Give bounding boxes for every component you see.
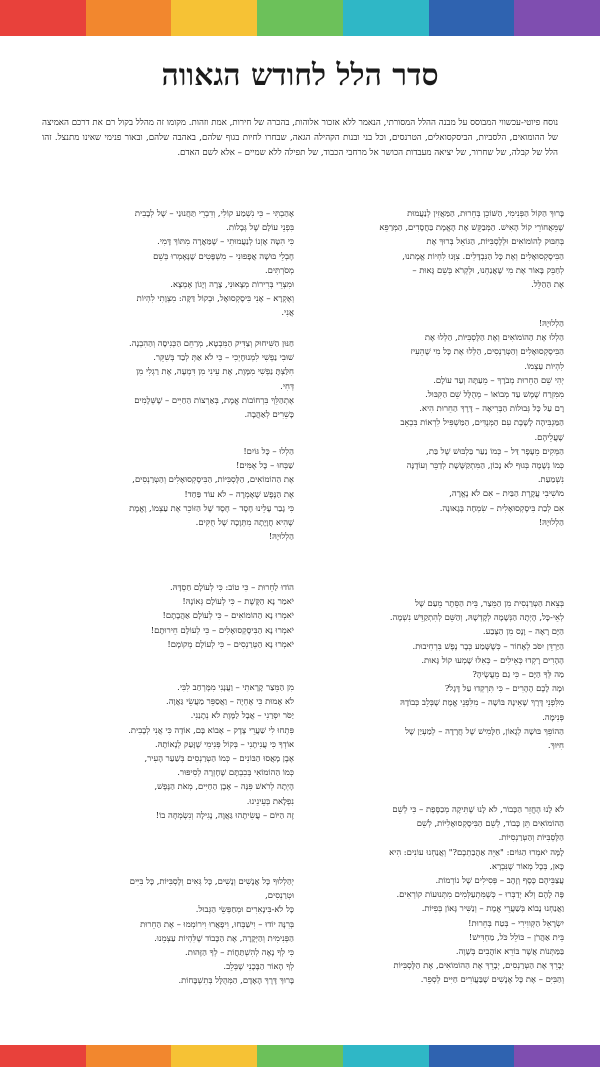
stanza xyxy=(318,206,564,291)
stanza-line: הַלְלוּיָהּ! xyxy=(268,531,294,542)
stripe-segment xyxy=(257,1045,343,1067)
stripe-segment xyxy=(0,1045,86,1067)
stanza-line: וְהַבִּיִּם – אֶת כָּל אֶנָשִׁים שֶׁבַּעֲוֹרִים חַיִּים לְסְפֵר. xyxy=(420,974,564,985)
stanza-line: הַבִּיסֶקְסוּאָלִים וְהַטְּרַנְסִים, הַלְלוּ אֶת כָּל מִי שֶׁהֵעִיז xyxy=(410,346,564,357)
stanza-line: חַנּוּן הַשִּׁיחוּק וְצַדִּיק הַמִּבְטָא, מְרַחֵם הַכְּנִיסָה וְהַהִבְנָה. xyxy=(129,338,294,348)
stripe-segment xyxy=(429,0,515,36)
stanza-line: לְךָ הָאוֹר הַבֶּכֶנִי שֶׁבְּלֵב. xyxy=(223,961,294,972)
stanza-line: יֹאמְרוּ נָא הַהוֹמוֹאִים – כִּי לְעוֹלָם אַהֲבָתָם! xyxy=(162,610,294,621)
stanza-line: הַלְלוּ אֶת הַהוֹמוֹאִים וְאֶת הַלֶּסְבִּיּוֹת, הַלְלוּ אֶת xyxy=(424,332,564,343)
stanza-line: כְּמוֹ הַהוֹמוֹאִי בְּכִבְתָּם שֶׁחָזְרָה לְסִיפּוּר. xyxy=(177,767,294,778)
stanza-line: פְּנִימָה. xyxy=(542,711,564,722)
stanza-line: יְהַלְלוּךָ כָּל אֲנָשִׁים וְנָשִׁים, כָּל גְּאִים וְלֶסְבִּיּוֹת, כָּל בִּיִּים xyxy=(129,876,294,886)
top-rainbow-stripe xyxy=(0,0,600,36)
stanza-line: וּמָה לָכֶם הֶהָרִים – כִּי תִּרְקְדוּ עַל דָּגָל? xyxy=(444,683,564,694)
stanza-line: כִּי גָבַר עָלֵינוּ חֶסֶד – חֶסֶד שֶׁל הַזּוֹכֵר אֶת עַצְמוֹ, וֶאֱמֶת xyxy=(129,502,294,513)
stanza-line: נִפְלָאת בְּעֵינֵינוּ. xyxy=(246,795,294,806)
stanza-line: יְהִי שֵׁם הַחֵרוּת מְבֹרָךְ – מֵעַתָּה וְעַד עוֹלָם. xyxy=(433,374,564,385)
stanza-line: דְּחִי. xyxy=(280,380,294,391)
stanza-line: הַלְלוּיָהּ! xyxy=(538,516,564,527)
stanza-line: לֹא לָנוּ הֶחֱזֵר הַכָּבוֹר, לֹא לָנוּ שֶׁתִּיקָה מְכַסֶּפֶת – כִּי לְשֵׁם xyxy=(392,804,564,814)
stanza-line: מִן הַמֵּצַר קָרָאתִי – וַעֲנָנִי מִמֶּרְחַב לִבִּי. xyxy=(177,682,294,692)
stanza-line: מְסֹרְתִּים. xyxy=(264,264,294,275)
stanza-line: שֶׁמֵּאֲחוֹרֵי קוֹל הָאִישׁ. הַמְּבַקֵּשׁ אֶת הָאֱמֶת בַּחֲסָדִים, הַמְּרַפֵּא xyxy=(379,222,564,233)
stanza-line: הַהוֹפֵךְ בּוּשָׁה לְגָאוֹן, חַלָּמִישׁ שֶׁל חֲרָדָה – לְמַעְיַן שֶׁל xyxy=(405,725,564,736)
stripe-segment xyxy=(171,0,257,36)
stanza-line: בֵּית אַהֲרֹן – כּוֹלֵל כֹּל, מַחְדִּישׁ! xyxy=(468,931,564,942)
stanza-line: בְּרִנָּה יוֹדוּ – וִישַׁבְּחוּ, וִיפָאֲרוּ וִירוֹמְמוּ – אֶת הַחֵרוּת xyxy=(140,918,294,929)
stanza-line: כְּמוֹ נְשָׁמָה בְּגוּף לֹא נָכוֹן, הַמִּתְקַשֶּׁשֶׁת לְדַבֵּר וְעוֹדֶנָּה xyxy=(406,460,564,471)
stanza-line: כִּי לְךָ נָאֶה לְהִשְׁתַּחֲוֹת – לְךָ הַזֶּהוּת. xyxy=(185,947,294,958)
stanza xyxy=(318,316,564,529)
stanza-line: פִּתְחוּ לִי שַׁעֲרֵי צֶדֶק – אָבוֹא בָּם, אוֹדֶה כִּי אֲנִי לְבָבִית. xyxy=(128,724,294,735)
stanza-line: יֹאמַר נָא הַקֶּשֶׁת – כִּי לְעוֹלָם גְּאוֹנָהּ! xyxy=(182,596,294,607)
page-title: סדר הלל לחודש הגאווה xyxy=(161,58,439,93)
stripe-segment xyxy=(429,1045,515,1067)
stanza-line: אֲנִי. xyxy=(281,307,294,318)
stanza-line: הַלְלוּיָהּ! xyxy=(538,318,564,328)
stanza-line: רָם עַל כָּל גְּבוּלוֹת הַבְּרִיאָה – דֶּרֶךְ הַחֵרוּת הִיא. xyxy=(419,403,564,414)
stanza-line: אֶת הַהוֹמוֹאִים, הַלֶּסְבִּיּוֹת, הַבִּיסֶקְסוּאָלִים וְהַטְּרַנְסִים, xyxy=(132,474,294,485)
stanza-line: אֶת הַנֶּפֶשׁ שֶׁאָמְרָה – לֹא עוֹד פַּחַד! xyxy=(184,488,294,499)
stanza xyxy=(36,874,294,988)
stanza-line: זֶה הַיּוֹם – עֲשִׂיתָהוּ גַּאֲוָה, נָגִילָה וְנִשְׂמְחָה בוֹ! xyxy=(155,809,294,820)
stanza-line: וְאֶקְרָא – אָנִי בִּיסֶקְסוּאָל, וּבְקוֹל דַּקָּה: מִצְוָתִי לִהְיוֹת xyxy=(136,293,294,304)
stripe-segment xyxy=(514,1045,600,1067)
stanza xyxy=(36,206,294,320)
stanza-line: הַלְלוּ – כָּל גּוֹיִם! xyxy=(243,446,294,456)
stanza-line: הוֹדוּ לַחֵרוּת – כִּי טוֹב: כִּי לְעוֹלָם חַסְדָּהּ. xyxy=(169,582,294,592)
stanza-line: הַפְּנִימִית וְהַיְּקָרָה, אֶת הַכָּבוֹד שֶׁלִּהְיוֹת עַצְמֵנוּ. xyxy=(154,932,294,943)
stripe-segment xyxy=(257,0,343,36)
stanza-line: הַהוֹמוֹאִים תֵּן כָּבוֹד, לְשֵׁם הַבִּיסֶקְסוּאָלִיּוֹת, לְשֵׁם xyxy=(416,818,564,829)
stanza-line: חִיּוּךְ. xyxy=(547,740,564,751)
stanza-line: אֶת הַהַלֵּל. xyxy=(531,279,564,290)
stanza-line: כָּאן, בְּכָל מְאוֹר שֶׁנִּבְרָא. xyxy=(489,860,564,871)
stanza-line: וּמִצְרֵי בְּרִירוֹת מְצָאוּנִי, צָרָה וְיָגוֹן אֶמְצָא. xyxy=(170,279,294,290)
stanza-line: לִהְיוֹת עַצְמוֹ. xyxy=(524,360,564,371)
stanza xyxy=(36,680,294,822)
stanza-line: שׁוּבִי נַפְשִׁי לִמְנוּחָיְכִי – כִּי לֹא אַתְּ לְבַד בְּשִׁקֵּר. xyxy=(153,352,294,363)
stanza-line: שֶׁהִיא חֲוָיָתָה מִתְּוָכָה שֶׁל חֻקִּים. xyxy=(195,517,294,528)
stanza-line: שֶׁעֲלֵיהֶם. xyxy=(534,431,564,442)
stanza-line: יִשְׂרָאֵל הַקְּווִירִי – בְּטַח בְּחֵרוּת! xyxy=(468,917,564,928)
stanza-line: וּטְרַנְסִים, xyxy=(265,890,294,901)
stanza-line: לֹא אָמוּת כִּי אֶחְיֶה – וַאֲסַפֵּר מַעֲשֵׂי גַּאֲוָה. xyxy=(166,696,294,707)
stanza-line: לְחַבֵּק בָּאוֹר אֶת מִי שֶׁאֲנַחְנוּ, וּלְקְרֹא בְּשֵׁם גָּאוּת – xyxy=(412,264,564,275)
stanza-line: אוֹדְךָ כִּי עֲנִיתָנִי – בְּקוֹל פְּנִימִי שֶׁזָּעַק לְנָאוֹתָהּ. xyxy=(154,738,294,749)
stanza-line: לְאֵי-כָּל, הָיְתָה הַנְּשָׁמָה לְקָדְשָׁהּ, וְהַשֵּׁם לְהִתְקַדֵּשׁ נִשְׁמָה. xyxy=(389,612,564,623)
stripe-segment xyxy=(171,1045,257,1067)
stanza-line: מִלִּפְנֵי דֶּרֶךְ שֶׁאֵינָהּ בּוֹשָׁה – מִלִּפְנֵי אֱמֶת שֶׁבְּלֵב כְּבוֹדָהּ xyxy=(400,697,564,708)
bottom-rainbow-stripe xyxy=(0,1045,600,1067)
stanza-line: יְבָרֵךְ אֶת הַטְּרַנְסִים, יְבָרֵךְ אֶת הַהוֹמוֹאִים, אֶת הַלֶּסְבִּיּוֹת xyxy=(393,960,564,971)
stanza-line: בַּמַּתְּנוֹת אֲשֶׁר בּוֹרֵא אוֹהֲבִים בְּשָׁוֶה. xyxy=(455,946,564,957)
stanza-line: הַלֶּסְבִּיּוֹת וְהַטְּרַנְסִיּוֹת. xyxy=(498,832,564,843)
stanza-line: הֶהָרִים רָקְדוּ כְּאֵילִים – כְּאִלּוּ שָׁמְעוּ קוֹל גָּאוּת. xyxy=(421,654,564,665)
stanza-line: הַבִּיסֶקְסוּאָלִים וְאֶת כָּל הַנִּבְדָּלִים. צִוָּנוּ לִחְיוֹת אֱמֶתנוּ, xyxy=(402,250,564,261)
stanza-line: כִּי הִטָּה אָזְנוֹ לְנַעֲמוּתִי – שֶׁמַּאֲרָה מִתּוֹךְ דָּמִי. xyxy=(157,236,294,247)
stanza-line: הָיְתָה לְרֹאשׁ פִּנָּה – אֶבֶן הַחַיִּים, מְאֹת הַנֶּפֶשׁ, xyxy=(154,781,294,792)
stanza-line: מַה לְּךָ הַיָּם – כִּי גַם מֵעֲשֶׂיהָ? xyxy=(472,669,564,680)
stanza-line: יֹאמְרוּ נָא הַבִּיסֶקְסוּאָלִים – כִּי לְעוֹלָם חֵירוּתָם! xyxy=(150,624,294,635)
stripe-segment xyxy=(86,1045,172,1067)
stanza-line: יֹאמְרוּ נָא הַטְּרַנְסִים – כִּי לְעוֹלָם מְקוֹמָם! xyxy=(167,638,294,649)
intro-paragraph: נוסח פיוטי-עכשווי המבוסס על מבנה ההלל המסורתי, הנאמר ללא אזכור אלוהות, בהכרה של חירות, אמת וזהות. מקומו זה מהלל בקול רם את דרכם האמיצה של ההומואים, הלסביות, הביסקסואלים, הטרנסים, וכל בני ובנות הקהילה הגאה, שבחרו לחיות בגוף שלהם, באהבה שלהם, ובאור פנימי שאינו מתנצל. זהו הלל של קבלה, של שחרור, של יציאה מעבדות הכושר אל מרחבי הכבוד, של תפילה ללא שמיים – אלא לשם האדם. xyxy=(42,118,558,158)
stripe-segment xyxy=(343,0,429,36)
stanza-line: אֶתְהַלֵּךְ בִּרְחוֹבוֹת אֱמֶת, בְּאַרְצוֹת הַחַיִּים – שֶׁשְּׁלָמִים xyxy=(134,394,294,405)
stripe-segment xyxy=(86,0,172,36)
stanza-line: אִם לְבַת בִּיסֶקְסוּאָלִית – שִׂמְחָה בְּגָאוּנָה. xyxy=(439,502,564,513)
stanza-line: הַמְּקִים מֵעָפָר דַּל – כְּמוֹ נַעַר בַּלְבּוּשׁ שֶׁל בַּת, xyxy=(426,445,564,456)
stanza xyxy=(36,336,294,421)
stanza-line: כָּשֵׁרִים לְאַהֲבָה. xyxy=(244,409,294,420)
stanza-line: אֶבֶן מָאֲסוּ הַבּוֹנִים – כְּמוֹ הַטְּרַנְסִים בְּשַׁעַר הָעִיר, xyxy=(144,753,294,764)
stanza xyxy=(318,596,564,752)
stripe-segment xyxy=(514,0,600,36)
stanza-line: בְּחִבּוּק לְהוֹמוֹאִים וּלְלֶסְבִּיּוֹת, הַגּוֹאֵל בְּרוּךְ אֶת xyxy=(426,236,564,247)
stanza-line: לָמָּה יֹאמְרוּ הַגּוֹיִם: "אַיֵּה אַהֲבַתְכֶם?" וְאֲנַחְנוּ עוֹנִים: הִיא xyxy=(389,846,564,857)
stanza-line: בָּרוּךְ הַקּוֹל הַפְּנִימִי, הַשּׁוֹכֵן בְּחֵרוּת, הַמַּאֲזִין לְנַעֲמוּת xyxy=(407,208,564,218)
stanza-line: יַסֹּר יִסְּרַנִי – אֲבָל לַמָּוֶת לֹא נְתָנַנִי. xyxy=(190,710,294,721)
stanza-line: הַמַּגְבִּיהָה לָשֶׁבֶת עִם הַמְּנֻדִּים, הַמַּשְׁפִּיל לִרְאוֹת בִּכְאֵב xyxy=(400,417,564,428)
stanza-line: אָהַבְתִּי – כִּי נִשְׁמַע קוֹלִי, וְדִבְרֵי תַּחֲנוּנַי – שֶׁל לְבָבִית xyxy=(134,208,294,218)
stanza xyxy=(36,580,294,651)
stanza-line: בְּצֵאת הַטְּרַנְסִית מִן הַמֵּצַר, בֵּית הַסֵּתֶר מֵעַם שֶׁל xyxy=(415,598,564,608)
stanza-line: חִלַּצְתָּ נַפְשִׁי מִמָּוֶת, אֶת עֵינִי מִן דִּמְעָה, אֶת רַגְלִי מִן xyxy=(136,366,294,377)
stanza-line: חֶבְלֵי בּוּשָׁה אֲפָפוּנִי – מִשְׁפָּטִים שֶׁנֶּאֶמְרוּ בְּשֵׁם xyxy=(153,250,294,261)
stanza-line: בָּרוּךְ דֶּרֶךְ הָאָדָם, הַמְּהֻלָּל בְּתִשְׁבָּחוֹת. xyxy=(178,975,294,986)
stripe-segment xyxy=(343,1045,429,1067)
stanza-line: עֲצַבֵּיהֶם כֶּסֶף וְזָהָב – פְּסִילִים שֶׁל נוֹרְמוֹת. xyxy=(435,875,564,886)
stanza-line: בִּפְנֵי עוֹלָם שֶׁל גְּבָלוֹת. xyxy=(226,222,294,233)
stanza-line: מוֹשִׁיבִי עֲקֶרֶת הַבַּיִת – אִם לֹא נֶאֱרָה, xyxy=(449,488,564,499)
stanza-line: פֶּה לָהֶם וְלֹא יְדַבְּרוּ – כְּשֶׁמִּתְעַלְּמִים מִתְּנוּעוֹת קוֹרְאִים. xyxy=(396,889,564,900)
stanza-line: שַׁבְּחוּ – כָּל אֻמִּים! xyxy=(235,460,294,471)
stanza-line: וַאֲנַחְנוּ נָבוֹא בְּשַׁעֲרֵי אֱמֶת – וְנַשִּׁיר גָּאוֹן בְּפִיּוֹת. xyxy=(421,903,564,914)
stanza-line: נִשְׁמַעַת. xyxy=(537,474,564,485)
stanza-line: כָּל לֹא-בִּינָאִרִים וּמְחַפְּשֵׂי הַגְּבוּל. xyxy=(195,904,294,915)
stanza-line: הַיָּם רָאָה – וָנָס מִן הַצֶּבַע. xyxy=(482,626,564,637)
stanza-line: מִמִּזְרַח שֶׁמֶשׁ עַד מְבוֹאוֹ – מְהֻלָּל שֵׁם הַקִּבּוּל. xyxy=(425,389,564,400)
stanza-line: הַיַּרְדֵּן יִסֹּב לְאָחוֹר – כְּשֶׁשָּׁמַע כְּבָר נֶפֶשׁ בִּרְחִיבוּת. xyxy=(412,640,564,651)
stanza xyxy=(318,802,564,987)
stanza xyxy=(36,444,294,543)
stripe-segment xyxy=(0,0,86,36)
